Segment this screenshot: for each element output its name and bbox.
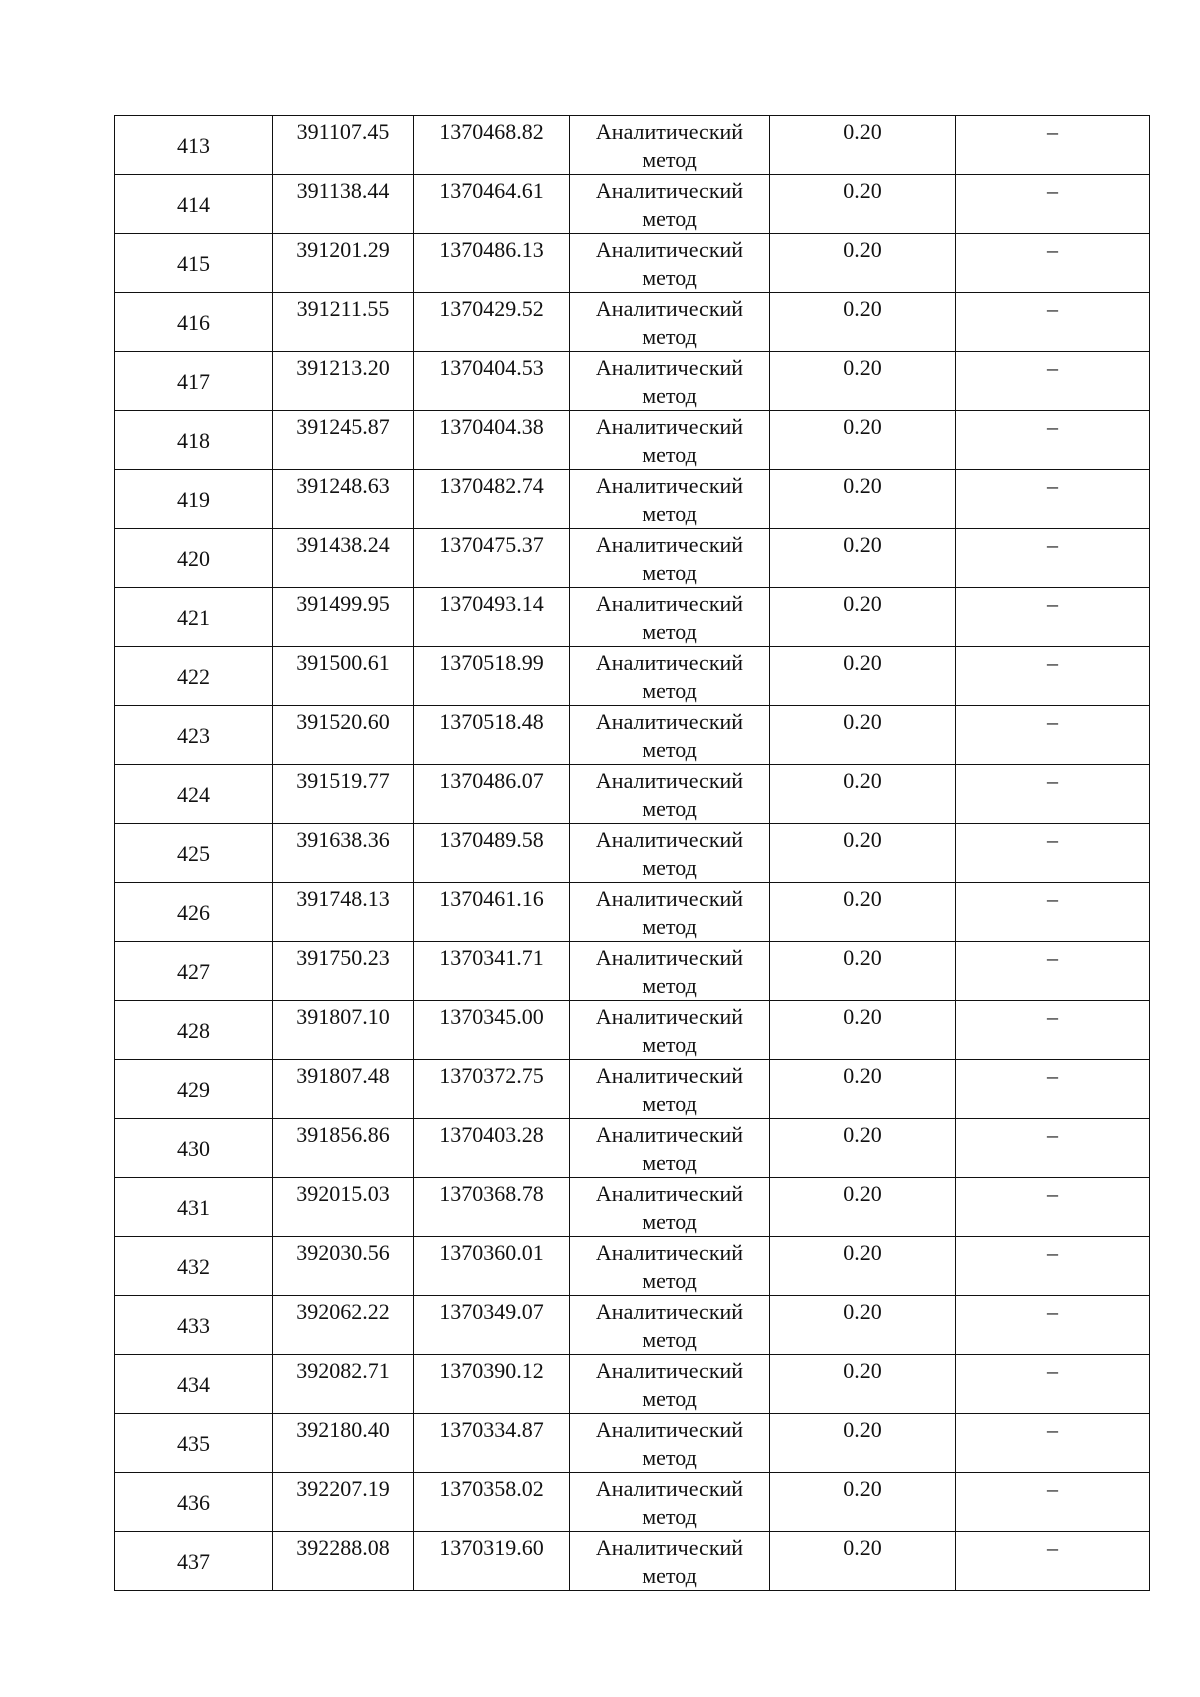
table-row [115, 883, 1150, 942]
y-coordinate-cell: 1370461.16 [414, 883, 570, 942]
note-cell: – [956, 1473, 1150, 1532]
y-coordinate-cell: 1370486.07 [414, 765, 570, 824]
point-number-cell: 426 [115, 883, 273, 942]
x-coordinate-cell: 391807.48 [273, 1060, 414, 1119]
table-row [115, 647, 1150, 706]
accuracy-cell: 0.20 [770, 411, 956, 470]
x-coordinate-cell: 391638.36 [273, 824, 414, 883]
x-coordinate-cell: 392207.19 [273, 1473, 414, 1532]
point-number-cell: 413 [115, 116, 273, 175]
accuracy-cell: 0.20 [770, 1296, 956, 1355]
y-coordinate-cell: 1370341.71 [414, 942, 570, 1001]
table-row [115, 1178, 1150, 1237]
accuracy-cell: 0.20 [770, 175, 956, 234]
point-number-cell: 416 [115, 293, 273, 352]
accuracy-cell: 0.20 [770, 1414, 956, 1473]
note-cell: – [956, 824, 1150, 883]
accuracy-cell: 0.20 [770, 1237, 956, 1296]
y-coordinate-cell: 1370518.99 [414, 647, 570, 706]
y-coordinate-cell: 1370489.58 [414, 824, 570, 883]
x-coordinate-cell: 391138.44 [273, 175, 414, 234]
y-coordinate-cell: 1370468.82 [414, 116, 570, 175]
point-number-cell: 423 [115, 706, 273, 765]
note-cell: – [956, 1237, 1150, 1296]
accuracy-cell: 0.20 [770, 529, 956, 588]
accuracy-cell: 0.20 [770, 352, 956, 411]
y-coordinate-cell: 1370404.53 [414, 352, 570, 411]
x-coordinate-cell: 392288.08 [273, 1532, 414, 1591]
accuracy-cell: 0.20 [770, 293, 956, 352]
accuracy-cell: 0.20 [770, 116, 956, 175]
accuracy-cell: 0.20 [770, 470, 956, 529]
note-cell: – [956, 883, 1150, 942]
method-cell: Аналитический метод [570, 765, 770, 824]
method-cell: Аналитический метод [570, 942, 770, 1001]
method-cell: Аналитический метод [570, 116, 770, 175]
y-coordinate-cell: 1370403.28 [414, 1119, 570, 1178]
point-number-cell: 436 [115, 1473, 273, 1532]
table-row [115, 529, 1150, 588]
note-cell: – [956, 1178, 1150, 1237]
y-coordinate-cell: 1370390.12 [414, 1355, 570, 1414]
table-row [115, 234, 1150, 293]
y-coordinate-cell: 1370518.48 [414, 706, 570, 765]
method-cell: Аналитический метод [570, 1178, 770, 1237]
note-cell: – [956, 1532, 1150, 1591]
x-coordinate-cell: 391245.87 [273, 411, 414, 470]
x-coordinate-cell: 391211.55 [273, 293, 414, 352]
accuracy-cell: 0.20 [770, 1119, 956, 1178]
method-cell: Аналитический метод [570, 1001, 770, 1060]
x-coordinate-cell: 391107.45 [273, 116, 414, 175]
x-coordinate-cell: 391248.63 [273, 470, 414, 529]
x-coordinate-cell: 391856.86 [273, 1119, 414, 1178]
y-coordinate-cell: 1370319.60 [414, 1532, 570, 1591]
table-row [115, 1237, 1150, 1296]
accuracy-cell: 0.20 [770, 883, 956, 942]
note-cell: – [956, 942, 1150, 1001]
point-number-cell: 428 [115, 1001, 273, 1060]
y-coordinate-cell: 1370486.13 [414, 234, 570, 293]
accuracy-cell: 0.20 [770, 824, 956, 883]
y-coordinate-cell: 1370482.74 [414, 470, 570, 529]
table-row [115, 1473, 1150, 1532]
table-row [115, 1001, 1150, 1060]
x-coordinate-cell: 392015.03 [273, 1178, 414, 1237]
note-cell: – [956, 647, 1150, 706]
point-number-cell: 430 [115, 1119, 273, 1178]
table-row [115, 588, 1150, 647]
table-row [115, 470, 1150, 529]
y-coordinate-cell: 1370429.52 [414, 293, 570, 352]
note-cell: – [956, 1001, 1150, 1060]
y-coordinate-cell: 1370464.61 [414, 175, 570, 234]
table-row [115, 1355, 1150, 1414]
method-cell: Аналитический метод [570, 824, 770, 883]
table-row [115, 942, 1150, 1001]
accuracy-cell: 0.20 [770, 234, 956, 293]
table-row [115, 1119, 1150, 1178]
accuracy-cell: 0.20 [770, 1355, 956, 1414]
table-row [115, 1060, 1150, 1119]
point-number-cell: 415 [115, 234, 273, 293]
method-cell: Аналитический метод [570, 470, 770, 529]
note-cell: – [956, 470, 1150, 529]
point-number-cell: 414 [115, 175, 273, 234]
point-number-cell: 422 [115, 647, 273, 706]
method-cell: Аналитический метод [570, 352, 770, 411]
note-cell: – [956, 116, 1150, 175]
point-number-cell: 437 [115, 1532, 273, 1591]
method-cell: Аналитический метод [570, 706, 770, 765]
y-coordinate-cell: 1370475.37 [414, 529, 570, 588]
x-coordinate-cell: 391807.10 [273, 1001, 414, 1060]
y-coordinate-cell: 1370345.00 [414, 1001, 570, 1060]
accuracy-cell: 0.20 [770, 706, 956, 765]
note-cell: – [956, 588, 1150, 647]
note-cell: – [956, 234, 1150, 293]
y-coordinate-cell: 1370493.14 [414, 588, 570, 647]
point-number-cell: 431 [115, 1178, 273, 1237]
table-row [115, 706, 1150, 765]
point-number-cell: 427 [115, 942, 273, 1001]
note-cell: – [956, 352, 1150, 411]
coordinates-table [114, 115, 1150, 1591]
point-number-cell: 433 [115, 1296, 273, 1355]
note-cell: – [956, 1296, 1150, 1355]
point-number-cell: 429 [115, 1060, 273, 1119]
method-cell: Аналитический метод [570, 1532, 770, 1591]
method-cell: Аналитический метод [570, 293, 770, 352]
accuracy-cell: 0.20 [770, 942, 956, 1001]
note-cell: – [956, 1355, 1150, 1414]
method-cell: Аналитический метод [570, 1355, 770, 1414]
note-cell: – [956, 1119, 1150, 1178]
x-coordinate-cell: 392062.22 [273, 1296, 414, 1355]
table-row [115, 765, 1150, 824]
y-coordinate-cell: 1370372.75 [414, 1060, 570, 1119]
method-cell: Аналитический метод [570, 411, 770, 470]
note-cell: – [956, 706, 1150, 765]
table-row [115, 411, 1150, 470]
accuracy-cell: 0.20 [770, 1532, 956, 1591]
method-cell: Аналитический метод [570, 883, 770, 942]
method-cell: Аналитический метод [570, 234, 770, 293]
point-number-cell: 434 [115, 1355, 273, 1414]
point-number-cell: 420 [115, 529, 273, 588]
table-row [115, 1414, 1150, 1473]
x-coordinate-cell: 392180.40 [273, 1414, 414, 1473]
accuracy-cell: 0.20 [770, 1001, 956, 1060]
point-number-cell: 425 [115, 824, 273, 883]
y-coordinate-cell: 1370360.01 [414, 1237, 570, 1296]
method-cell: Аналитический метод [570, 1237, 770, 1296]
method-cell: Аналитический метод [570, 1296, 770, 1355]
method-cell: Аналитический метод [570, 588, 770, 647]
accuracy-cell: 0.20 [770, 1473, 956, 1532]
x-coordinate-cell: 391499.95 [273, 588, 414, 647]
table-row [115, 352, 1150, 411]
point-number-cell: 424 [115, 765, 273, 824]
table-row [115, 175, 1150, 234]
note-cell: – [956, 411, 1150, 470]
accuracy-cell: 0.20 [770, 765, 956, 824]
x-coordinate-cell: 391748.13 [273, 883, 414, 942]
x-coordinate-cell: 391520.60 [273, 706, 414, 765]
accuracy-cell: 0.20 [770, 1178, 956, 1237]
y-coordinate-cell: 1370368.78 [414, 1178, 570, 1237]
table-row [115, 824, 1150, 883]
accuracy-cell: 0.20 [770, 1060, 956, 1119]
accuracy-cell: 0.20 [770, 588, 956, 647]
x-coordinate-cell: 391438.24 [273, 529, 414, 588]
method-cell: Аналитический метод [570, 647, 770, 706]
x-coordinate-cell: 391201.29 [273, 234, 414, 293]
method-cell: Аналитический метод [570, 1119, 770, 1178]
coordinates-table-body [115, 116, 1150, 1591]
method-cell: Аналитический метод [570, 1473, 770, 1532]
y-coordinate-cell: 1370358.02 [414, 1473, 570, 1532]
table-row [115, 293, 1150, 352]
note-cell: – [956, 293, 1150, 352]
table-row [115, 116, 1150, 175]
x-coordinate-cell: 391519.77 [273, 765, 414, 824]
point-number-cell: 432 [115, 1237, 273, 1296]
y-coordinate-cell: 1370349.07 [414, 1296, 570, 1355]
note-cell: – [956, 175, 1150, 234]
note-cell: – [956, 1060, 1150, 1119]
x-coordinate-cell: 392082.71 [273, 1355, 414, 1414]
method-cell: Аналитический метод [570, 1060, 770, 1119]
point-number-cell: 418 [115, 411, 273, 470]
point-number-cell: 417 [115, 352, 273, 411]
point-number-cell: 419 [115, 470, 273, 529]
y-coordinate-cell: 1370334.87 [414, 1414, 570, 1473]
x-coordinate-cell: 391500.61 [273, 647, 414, 706]
method-cell: Аналитический метод [570, 175, 770, 234]
x-coordinate-cell: 391750.23 [273, 942, 414, 1001]
note-cell: – [956, 529, 1150, 588]
point-number-cell: 421 [115, 588, 273, 647]
method-cell: Аналитический метод [570, 1414, 770, 1473]
x-coordinate-cell: 392030.56 [273, 1237, 414, 1296]
point-number-cell: 435 [115, 1414, 273, 1473]
method-cell: Аналитический метод [570, 529, 770, 588]
y-coordinate-cell: 1370404.38 [414, 411, 570, 470]
table-row [115, 1296, 1150, 1355]
accuracy-cell: 0.20 [770, 647, 956, 706]
x-coordinate-cell: 391213.20 [273, 352, 414, 411]
note-cell: – [956, 1414, 1150, 1473]
table-row [115, 1532, 1150, 1591]
note-cell: – [956, 765, 1150, 824]
